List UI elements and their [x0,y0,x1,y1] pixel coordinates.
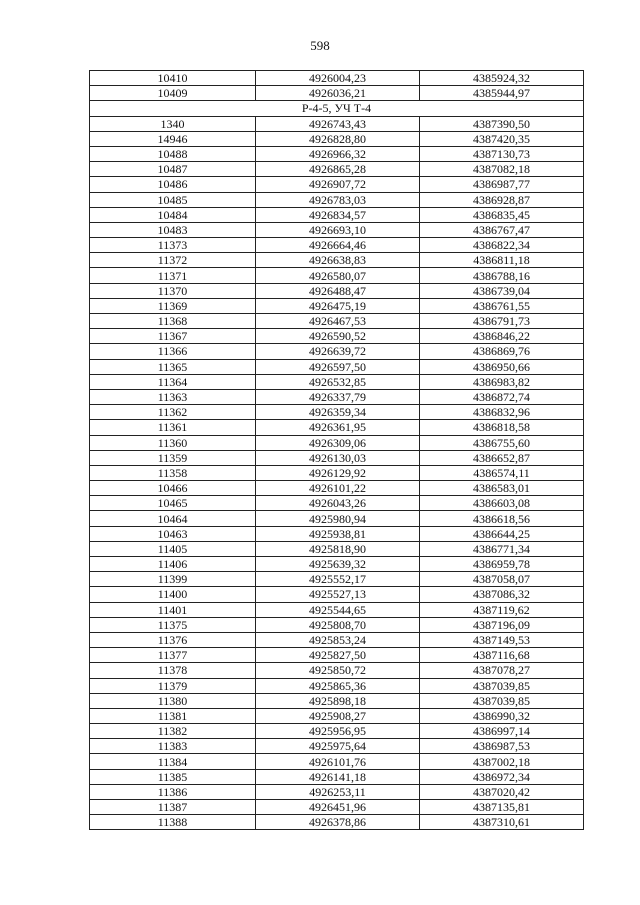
coordinates-table [89,70,584,830]
point-number-cell: 11383 [90,739,256,754]
y-coordinate-cell: 4387130,73 [420,146,584,161]
y-coordinate-cell: 4386652,87 [420,450,584,465]
table-row [90,344,584,359]
point-number-cell: 10410 [90,71,256,86]
y-coordinate-cell: 4386603,08 [420,496,584,511]
point-number-cell: 11387 [90,800,256,815]
y-coordinate-cell: 4387116,68 [420,648,584,663]
y-coordinate-cell: 4385924,32 [420,71,584,86]
table-row [90,374,584,389]
point-number-cell: 11369 [90,298,256,313]
y-coordinate-cell: 4387310,61 [420,815,584,830]
point-number-cell: 11366 [90,344,256,359]
point-number-cell: 11399 [90,572,256,587]
y-coordinate-cell: 4386761,55 [420,298,584,313]
x-coordinate-cell: 4926834,57 [256,207,420,222]
x-coordinate-cell: 4926865,28 [256,162,420,177]
point-number-cell: 11381 [90,708,256,723]
x-coordinate-cell: 4926597,50 [256,359,420,374]
table-row [90,496,584,511]
x-coordinate-cell: 4925552,17 [256,572,420,587]
x-coordinate-cell: 4926532,85 [256,374,420,389]
point-number-cell: 11385 [90,769,256,784]
x-coordinate-cell: 4925938,81 [256,526,420,541]
y-coordinate-cell: 4387390,50 [420,116,584,131]
y-coordinate-cell: 4386767,47 [420,222,584,237]
y-coordinate-cell: 4386739,04 [420,283,584,298]
point-number-cell: 11379 [90,678,256,693]
y-coordinate-cell: 4386811,18 [420,253,584,268]
x-coordinate-cell: 4925808,70 [256,617,420,632]
y-coordinate-cell: 4386771,34 [420,541,584,556]
table-row [90,602,584,617]
point-number-cell: 11376 [90,632,256,647]
table-row [90,769,584,784]
x-coordinate-cell: 4926036,21 [256,86,420,101]
y-coordinate-cell: 4387020,42 [420,784,584,799]
point-number-cell: 1340 [90,116,256,131]
table-row [90,800,584,815]
x-coordinate-cell: 4926337,79 [256,389,420,404]
section-title: Р-4-5, УЧ Т-4 [90,101,584,116]
point-number-cell: 10484 [90,207,256,222]
x-coordinate-cell: 4926475,19 [256,298,420,313]
point-number-cell: 10487 [90,162,256,177]
section-row [90,101,584,116]
y-coordinate-cell: 4386959,78 [420,557,584,572]
x-coordinate-cell: 4926693,10 [256,222,420,237]
x-coordinate-cell: 4926580,07 [256,268,420,283]
table-row [90,693,584,708]
table-row [90,238,584,253]
point-number-cell: 11359 [90,450,256,465]
table-row [90,359,584,374]
point-number-cell: 11401 [90,602,256,617]
x-coordinate-cell: 4925956,95 [256,724,420,739]
y-coordinate-cell: 4386618,56 [420,511,584,526]
y-coordinate-cell: 4387135,81 [420,800,584,815]
point-number-cell: 11378 [90,663,256,678]
y-coordinate-cell: 4387149,53 [420,632,584,647]
point-number-cell: 11382 [90,724,256,739]
table-row [90,587,584,602]
point-number-cell: 11372 [90,253,256,268]
point-number-cell: 11358 [90,465,256,480]
point-number-cell: 11368 [90,314,256,329]
point-number-cell: 11360 [90,435,256,450]
x-coordinate-cell: 4926129,92 [256,465,420,480]
point-number-cell: 11405 [90,541,256,556]
point-number-cell: 11367 [90,329,256,344]
point-number-cell: 11386 [90,784,256,799]
x-coordinate-cell: 4926130,03 [256,450,420,465]
y-coordinate-cell: 4387039,85 [420,693,584,708]
x-coordinate-cell: 4925827,50 [256,648,420,663]
x-coordinate-cell: 4926638,83 [256,253,420,268]
table-row [90,146,584,161]
table-row [90,557,584,572]
point-number-cell: 10486 [90,177,256,192]
table-row [90,222,584,237]
point-number-cell: 11362 [90,405,256,420]
page-number: 598 [310,38,330,53]
table-row [90,739,584,754]
table-body-before-section [90,71,584,101]
x-coordinate-cell: 4926966,32 [256,146,420,161]
x-coordinate-cell: 4926664,46 [256,238,420,253]
x-coordinate-cell: 4926361,95 [256,420,420,435]
y-coordinate-cell: 4386990,32 [420,708,584,723]
table-row [90,450,584,465]
x-coordinate-cell: 4926488,47 [256,283,420,298]
y-coordinate-cell: 4386755,60 [420,435,584,450]
y-coordinate-cell: 4387078,27 [420,663,584,678]
y-coordinate-cell: 4387002,18 [420,754,584,769]
y-coordinate-cell: 4386788,16 [420,268,584,283]
table-row [90,329,584,344]
x-coordinate-cell: 4926004,23 [256,71,420,86]
table-row [90,389,584,404]
y-coordinate-cell: 4386869,76 [420,344,584,359]
point-number-cell: 10485 [90,192,256,207]
table-row [90,435,584,450]
x-coordinate-cell: 4926378,86 [256,815,420,830]
point-number-cell: 11380 [90,693,256,708]
table-row [90,724,584,739]
point-number-cell: 10483 [90,222,256,237]
y-coordinate-cell: 4386791,73 [420,314,584,329]
point-number-cell: 11406 [90,557,256,572]
y-coordinate-cell: 4386950,66 [420,359,584,374]
y-coordinate-cell: 4386835,45 [420,207,584,222]
y-coordinate-cell: 4387082,18 [420,162,584,177]
x-coordinate-cell: 4925975,64 [256,739,420,754]
table-row [90,177,584,192]
y-coordinate-cell: 4387119,62 [420,602,584,617]
y-coordinate-cell: 4386832,96 [420,405,584,420]
table-row [90,207,584,222]
x-coordinate-cell: 4926309,06 [256,435,420,450]
table-row [90,314,584,329]
point-number-cell: 11375 [90,617,256,632]
y-coordinate-cell: 4387039,85 [420,678,584,693]
point-number-cell: 11364 [90,374,256,389]
x-coordinate-cell: 4926783,03 [256,192,420,207]
point-number-cell: 10409 [90,86,256,101]
table-row [90,572,584,587]
y-coordinate-cell: 4386972,34 [420,769,584,784]
table-row [90,708,584,723]
y-coordinate-cell: 4386583,01 [420,481,584,496]
table-row [90,162,584,177]
x-coordinate-cell: 4925818,90 [256,541,420,556]
x-coordinate-cell: 4926141,18 [256,769,420,784]
point-number-cell: 11384 [90,754,256,769]
y-coordinate-cell: 4385944,97 [420,86,584,101]
x-coordinate-cell: 4925898,18 [256,693,420,708]
table-row [90,481,584,496]
x-coordinate-cell: 4926828,80 [256,131,420,146]
x-coordinate-cell: 4925544,65 [256,602,420,617]
point-number-cell: 11370 [90,283,256,298]
y-coordinate-cell: 4387086,32 [420,587,584,602]
table-row [90,405,584,420]
point-number-cell: 11363 [90,389,256,404]
point-number-cell: 11373 [90,238,256,253]
table-row [90,754,584,769]
x-coordinate-cell: 4926743,43 [256,116,420,131]
x-coordinate-cell: 4926590,52 [256,329,420,344]
table-row [90,632,584,647]
table-row [90,86,584,101]
x-coordinate-cell: 4926253,11 [256,784,420,799]
point-number-cell: 10464 [90,511,256,526]
point-number-cell: 11371 [90,268,256,283]
table-row [90,678,584,693]
point-number-cell: 10488 [90,146,256,161]
table-row [90,784,584,799]
point-number-cell: 10465 [90,496,256,511]
table-row [90,526,584,541]
y-coordinate-cell: 4387196,09 [420,617,584,632]
x-coordinate-cell: 4926467,53 [256,314,420,329]
table-row [90,541,584,556]
x-coordinate-cell: 4926101,76 [256,754,420,769]
table-row [90,420,584,435]
x-coordinate-cell: 4926043,26 [256,496,420,511]
y-coordinate-cell: 4386987,77 [420,177,584,192]
section-header [90,101,584,116]
table-row [90,71,584,86]
table-row [90,298,584,313]
x-coordinate-cell: 4925527,13 [256,587,420,602]
y-coordinate-cell: 4387420,35 [420,131,584,146]
table-row [90,815,584,830]
y-coordinate-cell: 4386928,87 [420,192,584,207]
y-coordinate-cell: 4386983,82 [420,374,584,389]
x-coordinate-cell: 4926451,96 [256,800,420,815]
y-coordinate-cell: 4386822,34 [420,238,584,253]
point-number-cell: 14946 [90,131,256,146]
table-row [90,192,584,207]
y-coordinate-cell: 4386872,74 [420,389,584,404]
x-coordinate-cell: 4926639,72 [256,344,420,359]
table-row [90,663,584,678]
point-number-cell: 11400 [90,587,256,602]
table-row [90,253,584,268]
point-number-cell: 10463 [90,526,256,541]
point-number-cell: 10466 [90,481,256,496]
y-coordinate-cell: 4386987,53 [420,739,584,754]
table-row [90,465,584,480]
y-coordinate-cell: 4386846,22 [420,329,584,344]
y-coordinate-cell: 4386574,11 [420,465,584,480]
point-number-cell: 11365 [90,359,256,374]
table-row [90,131,584,146]
point-number-cell: 11388 [90,815,256,830]
y-coordinate-cell: 4386644,25 [420,526,584,541]
table-row [90,283,584,298]
x-coordinate-cell: 4925865,36 [256,678,420,693]
x-coordinate-cell: 4925908,27 [256,708,420,723]
x-coordinate-cell: 4925850,72 [256,663,420,678]
x-coordinate-cell: 4926907,72 [256,177,420,192]
point-number-cell: 11361 [90,420,256,435]
table-row [90,116,584,131]
point-number-cell: 11377 [90,648,256,663]
table-row [90,268,584,283]
x-coordinate-cell: 4926359,34 [256,405,420,420]
x-coordinate-cell: 4925980,94 [256,511,420,526]
table-row [90,511,584,526]
table-row [90,648,584,663]
table-row [90,617,584,632]
table-body-after-section [90,116,584,830]
x-coordinate-cell: 4925853,24 [256,632,420,647]
y-coordinate-cell: 4387058,07 [420,572,584,587]
y-coordinate-cell: 4386818,58 [420,420,584,435]
x-coordinate-cell: 4926101,22 [256,481,420,496]
y-coordinate-cell: 4386997,14 [420,724,584,739]
x-coordinate-cell: 4925639,32 [256,557,420,572]
